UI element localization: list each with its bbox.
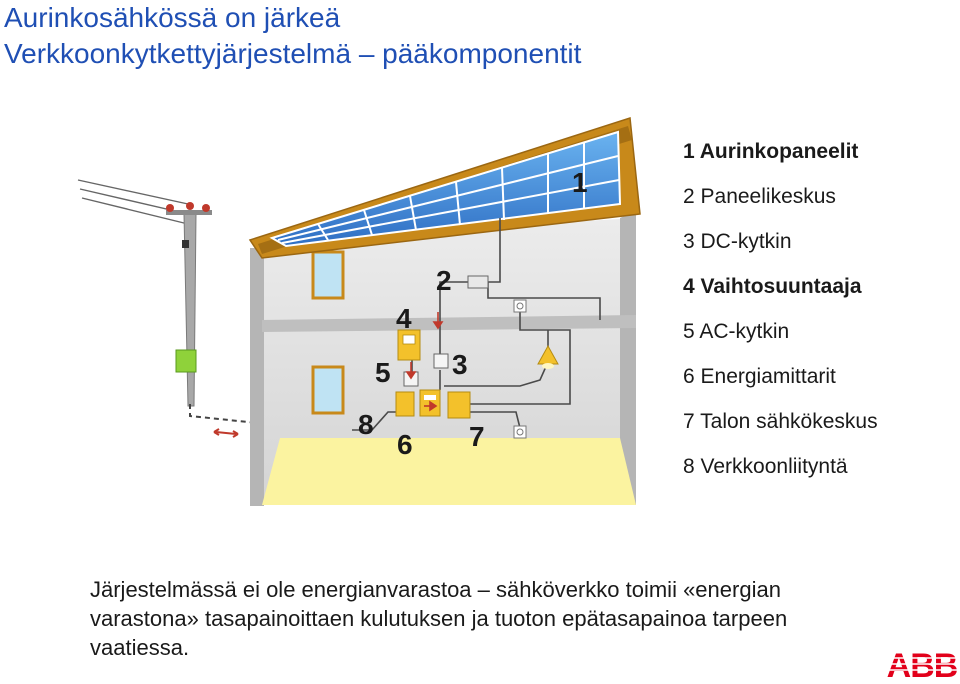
legend-item: 1 Aurinkopaneelit: [683, 140, 859, 163]
component-legend: [683, 138, 878, 498]
abb-logo-text: ABB: [886, 648, 958, 680]
number-4: 4: [396, 303, 412, 334]
number-8: 8: [358, 409, 374, 440]
legend-item: 6 Energiamittarit: [683, 365, 836, 388]
overhead-power-lines: [78, 180, 188, 224]
inverter: [398, 330, 420, 360]
note-text: Järjestelmässä ei ole energianvarastoa – sähköverkko toimii «energian varastona» tasapainoittaen kulutuksen ja tuoton epätasapainoa tarpeen vaatiessa.: [90, 577, 788, 660]
page-title: Aurinkosähkössä on järkeä: [4, 2, 341, 33]
number-5: 5: [375, 357, 391, 388]
number-6: 6: [397, 429, 413, 460]
legend-item: 4 Vaihtosuuntaaja: [683, 275, 862, 298]
legend-item: 5 AC-kytkin: [683, 320, 790, 343]
legend-item: 3 DC-kytkin: [683, 230, 792, 253]
number-2: 2: [436, 265, 452, 296]
utility-pole: [166, 202, 212, 406]
panel-junction-box: [468, 276, 488, 288]
number-3: 3: [452, 349, 468, 380]
number-7: 7: [469, 421, 485, 452]
legend-item: 7 Talon sähkökeskus: [683, 410, 878, 433]
abb-logo: [886, 648, 958, 680]
page-subtitle: Verkkoonkytkettyjärjestelmä – pääkomponentit: [4, 38, 582, 69]
legend-item: 2 Paneelikeskus: [683, 185, 836, 208]
house-distribution-board: [448, 392, 470, 418]
legend-item: 8 Verkkoonliityntä: [683, 455, 848, 478]
number-1: 1: [572, 167, 588, 198]
dc-switch: [434, 354, 448, 368]
